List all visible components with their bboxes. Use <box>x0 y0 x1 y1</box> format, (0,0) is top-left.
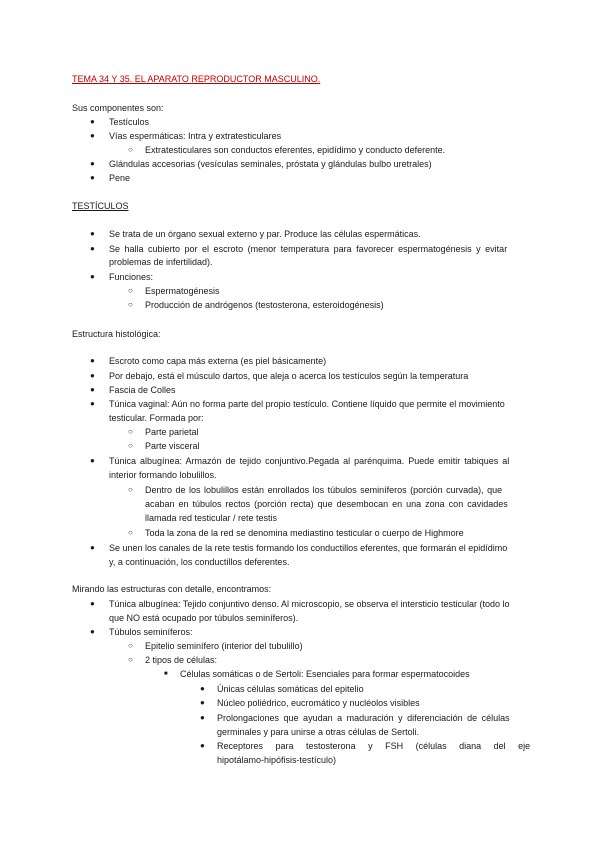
list-item: Prolongaciones que ayudan a maduración y diferenciación de células <box>217 713 510 723</box>
list-item: Parte parietal <box>145 427 199 437</box>
bullet-dot: ● <box>90 385 95 394</box>
bullet-dot: ● <box>90 599 95 608</box>
list-item: Núcleo poliédrico, eucromático y nucléolos visibles <box>217 698 420 708</box>
list-item-continuation: hipotálamo-hipófisis-testículo) <box>217 755 337 765</box>
bullet-circle: ○ <box>128 145 133 154</box>
bullet-circle: ○ <box>128 427 133 436</box>
list-item: Se halla cubierto por el escroto (menor temperatura para favorecer espermatogénesis y evitar <box>109 244 508 254</box>
bullet-circle: ○ <box>128 441 133 450</box>
section-heading-estructura: Estructura histológica: <box>72 329 161 339</box>
bullet-circle: ○ <box>128 528 133 537</box>
bullet-dot: ● <box>90 131 95 140</box>
list-item: Únicas células somáticas del epitelio <box>217 684 364 694</box>
bullet-circle: ○ <box>128 641 133 650</box>
list-item: Extratesticulares son conductos eferentes, epidídimo y conducto deferente. <box>145 145 446 155</box>
list-item: Túnica albugínea: Armazón de tejido conjuntivo.Pegada al parénquima. Puede emitir tabiques al <box>109 456 510 466</box>
list-item: Dentro de los lobulillos están enrollados los túbulos seminíferos (porción curvada), que <box>145 485 503 495</box>
list-item-continuation: acaban en túbulos rectos (porción recta) que desembocan en una zona con cavidades <box>145 499 508 509</box>
list-item: Espermatogénesis <box>145 286 220 296</box>
list-item: Producción de andrógenos (testosterona, esteroidogénesis) <box>145 300 384 310</box>
bullet-dot: ● <box>90 456 95 465</box>
list-item: Pene <box>109 173 131 183</box>
bullet-square: ■ <box>164 671 168 677</box>
list-item: Receptores para testosterona y FSH (células diana del eje <box>217 741 531 751</box>
section-heading-testiculos: TESTÍCULOS <box>72 201 129 211</box>
list-item: Túnica vaginal: Aún no forma parte del propio testículo. Contiene líquido que permite el movimiento <box>109 399 505 409</box>
bullet-dot: ● <box>90 627 95 636</box>
list-item: Testículos <box>109 117 150 127</box>
bullet-dot: ● <box>200 698 205 707</box>
list-item: Toda la zona de la red se denomina mediastino testicular o cuerpo de Highmore <box>145 528 464 538</box>
list-item-continuation: testicular. Formada por: <box>109 413 204 423</box>
bullet-dot: ● <box>90 244 95 253</box>
doc-title: TEMA 34 Y 35. EL APARATO REPRODUCTOR MASCULINO. <box>72 74 321 84</box>
bullet-circle: ○ <box>128 286 133 295</box>
list-item: Túnica albugínea: Tejido conjuntivo denso. Al microscopio, se observa el intersticio testicular (todo lo <box>109 599 510 609</box>
list-item-continuation: y, a continuación, los conductillos deferentes. <box>109 557 290 567</box>
list-item: Parte visceral <box>145 441 200 451</box>
list-item: Glándulas accesorias (vesículas seminales, próstata y glándulas bulbo uretrales) <box>109 159 432 169</box>
list-item: 2 tipos de células: <box>145 655 218 665</box>
list-item: Se unen los canales de la rete testis formando los conductillos eferentes, que formarán el epidídimo <box>109 543 508 553</box>
list-item-continuation: llamada red testicular / rete testis <box>145 513 278 523</box>
list-item: Túbulos seminíferos: <box>109 627 193 637</box>
bullet-dot: ● <box>90 159 95 168</box>
list-item: Células somáticas o de Sertoli: Esenciales para formar espermatocoides <box>180 669 470 679</box>
list-item-continuation: problemas de infertilidad). <box>109 257 213 267</box>
bullet-dot: ● <box>90 399 95 408</box>
list-item: Se trata de un órgano sexual externo y par. Produce las células espermáticas. <box>109 229 421 239</box>
bullet-dot: ● <box>90 229 95 238</box>
list-item-continuation: interior formando lobulillos. <box>109 470 217 480</box>
bullet-circle: ○ <box>128 655 133 664</box>
list-item-continuation: germinales y para unirse a otras células de Sertoli. <box>217 727 420 737</box>
list-item-continuation: que NO está ocupado por túbulos seminíferos). <box>109 613 299 623</box>
components-intro: Sus componentes son: <box>72 103 164 113</box>
bullet-dot: ● <box>200 741 205 750</box>
bullet-dot: ● <box>90 543 95 552</box>
list-item: Funciones: <box>109 272 154 282</box>
list-item: Fascia de Colles <box>109 385 176 395</box>
bullet-dot: ● <box>90 173 95 182</box>
bullet-dot: ● <box>200 713 205 722</box>
list-item: Vías espermáticas: Intra y extratesticulares <box>109 131 282 141</box>
bullet-circle: ○ <box>128 485 133 494</box>
bullet-circle: ○ <box>128 300 133 309</box>
bullet-dot: ● <box>90 117 95 126</box>
list-item: Por debajo, está el músculo dartos, que aleja o acerca los testículos según la temperatura <box>109 371 469 381</box>
section-heading-detalle: Mirando las estructuras con detalle, encontramos: <box>72 584 272 594</box>
bullet-dot: ● <box>90 272 95 281</box>
list-item: Escroto como capa más externa (es piel básicamente) <box>109 356 327 366</box>
bullet-dot: ● <box>200 684 205 693</box>
bullet-dot: ● <box>90 356 95 365</box>
bullet-dot: ● <box>90 371 95 380</box>
list-item: Epitelio seminífero (interior del tubulillo) <box>145 641 303 651</box>
